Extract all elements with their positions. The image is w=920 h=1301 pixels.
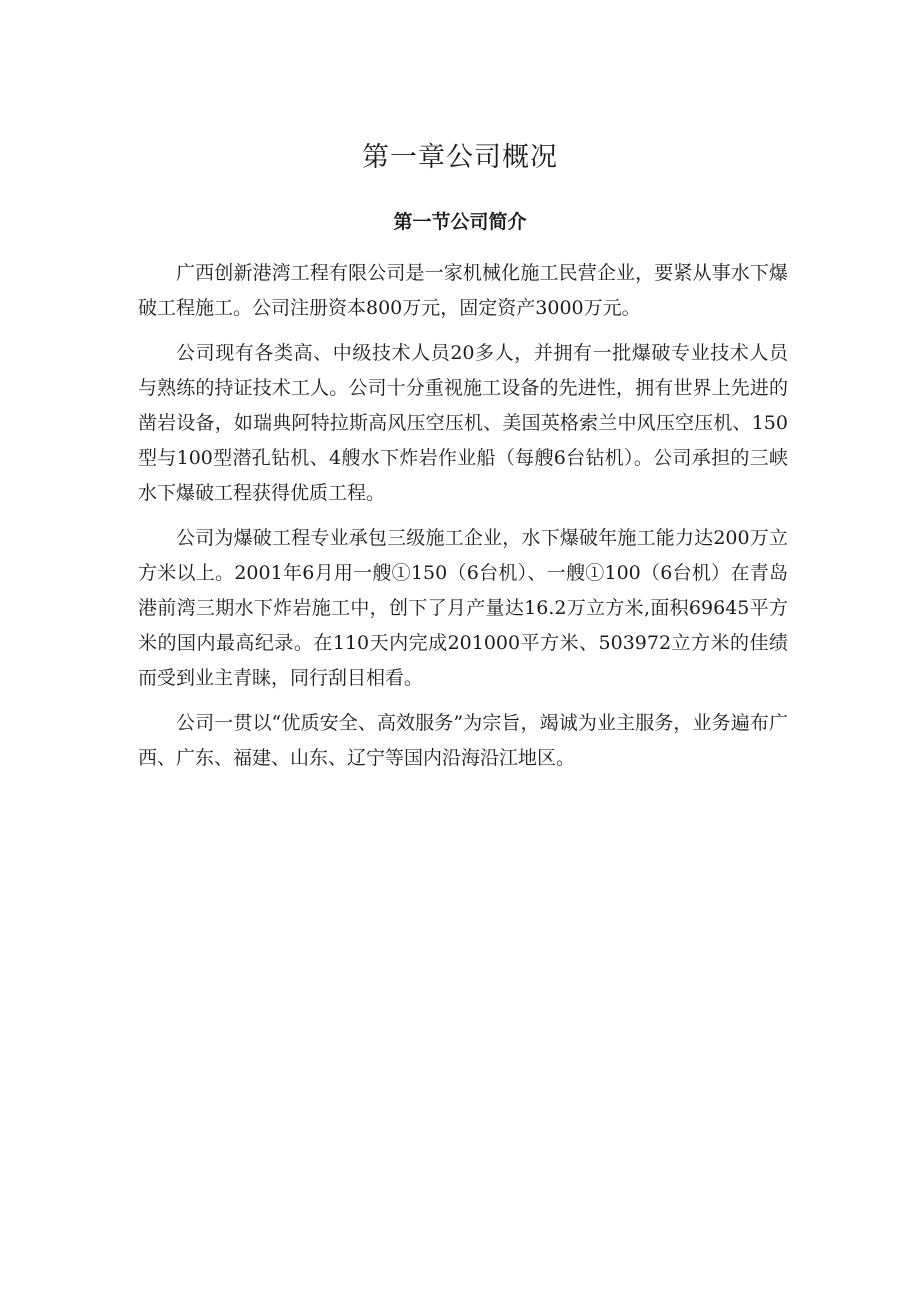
paragraph-qualification-record: 公司为爆破工程专业承包三级施工企业，水下爆破年施工能力达200万立方米以上。2001年6月用一艘①150（6台机）、一艘①100（6台机）在青岛港前湾三期水下炸岩施工中，创下了月产量达16.2万立方米,面积69645平方米的国内最高纪录。在110天内完成201000平方米、503972立方米的佳绩而受到业主青睐，同行刮目相看。 <box>138 527 788 689</box>
paragraph-company-intro: 广西创新港湾工程有限公司是一家机械化施工民营企业，要紧从事水下爆破工程施工。公司注册资本800万元，固定资产3000万元。 <box>138 262 788 319</box>
paragraph-service-tenet: 公司一贯以“优质安全、高效服务”为宗旨，竭诚为业主服务，业务遍布广西、广东、福建、山东、辽宁等国内沿海沿江地区。 <box>138 712 788 769</box>
section-title: 第一节公司简介 <box>393 211 527 233</box>
chapter-title: 第一章公司概况 <box>362 142 558 173</box>
body-text <box>138 256 788 786</box>
paragraph-staff-equipment: 公司现有各类高、中级技术人员20多人，并拥有一批爆破专业技术人员与熟练的持证技术工人。公司十分重视施工设备的先进性，拥有世界上先进的凿岩设备，如瑞典阿特拉斯高风压空压机、美国英格索兰中风压空压机、150型与100型潜孔钻机、4艘水下炸岩作业船（每艘6台钻机）。公司承担的三峡水下爆破工程获得优质工程。 <box>138 342 788 504</box>
